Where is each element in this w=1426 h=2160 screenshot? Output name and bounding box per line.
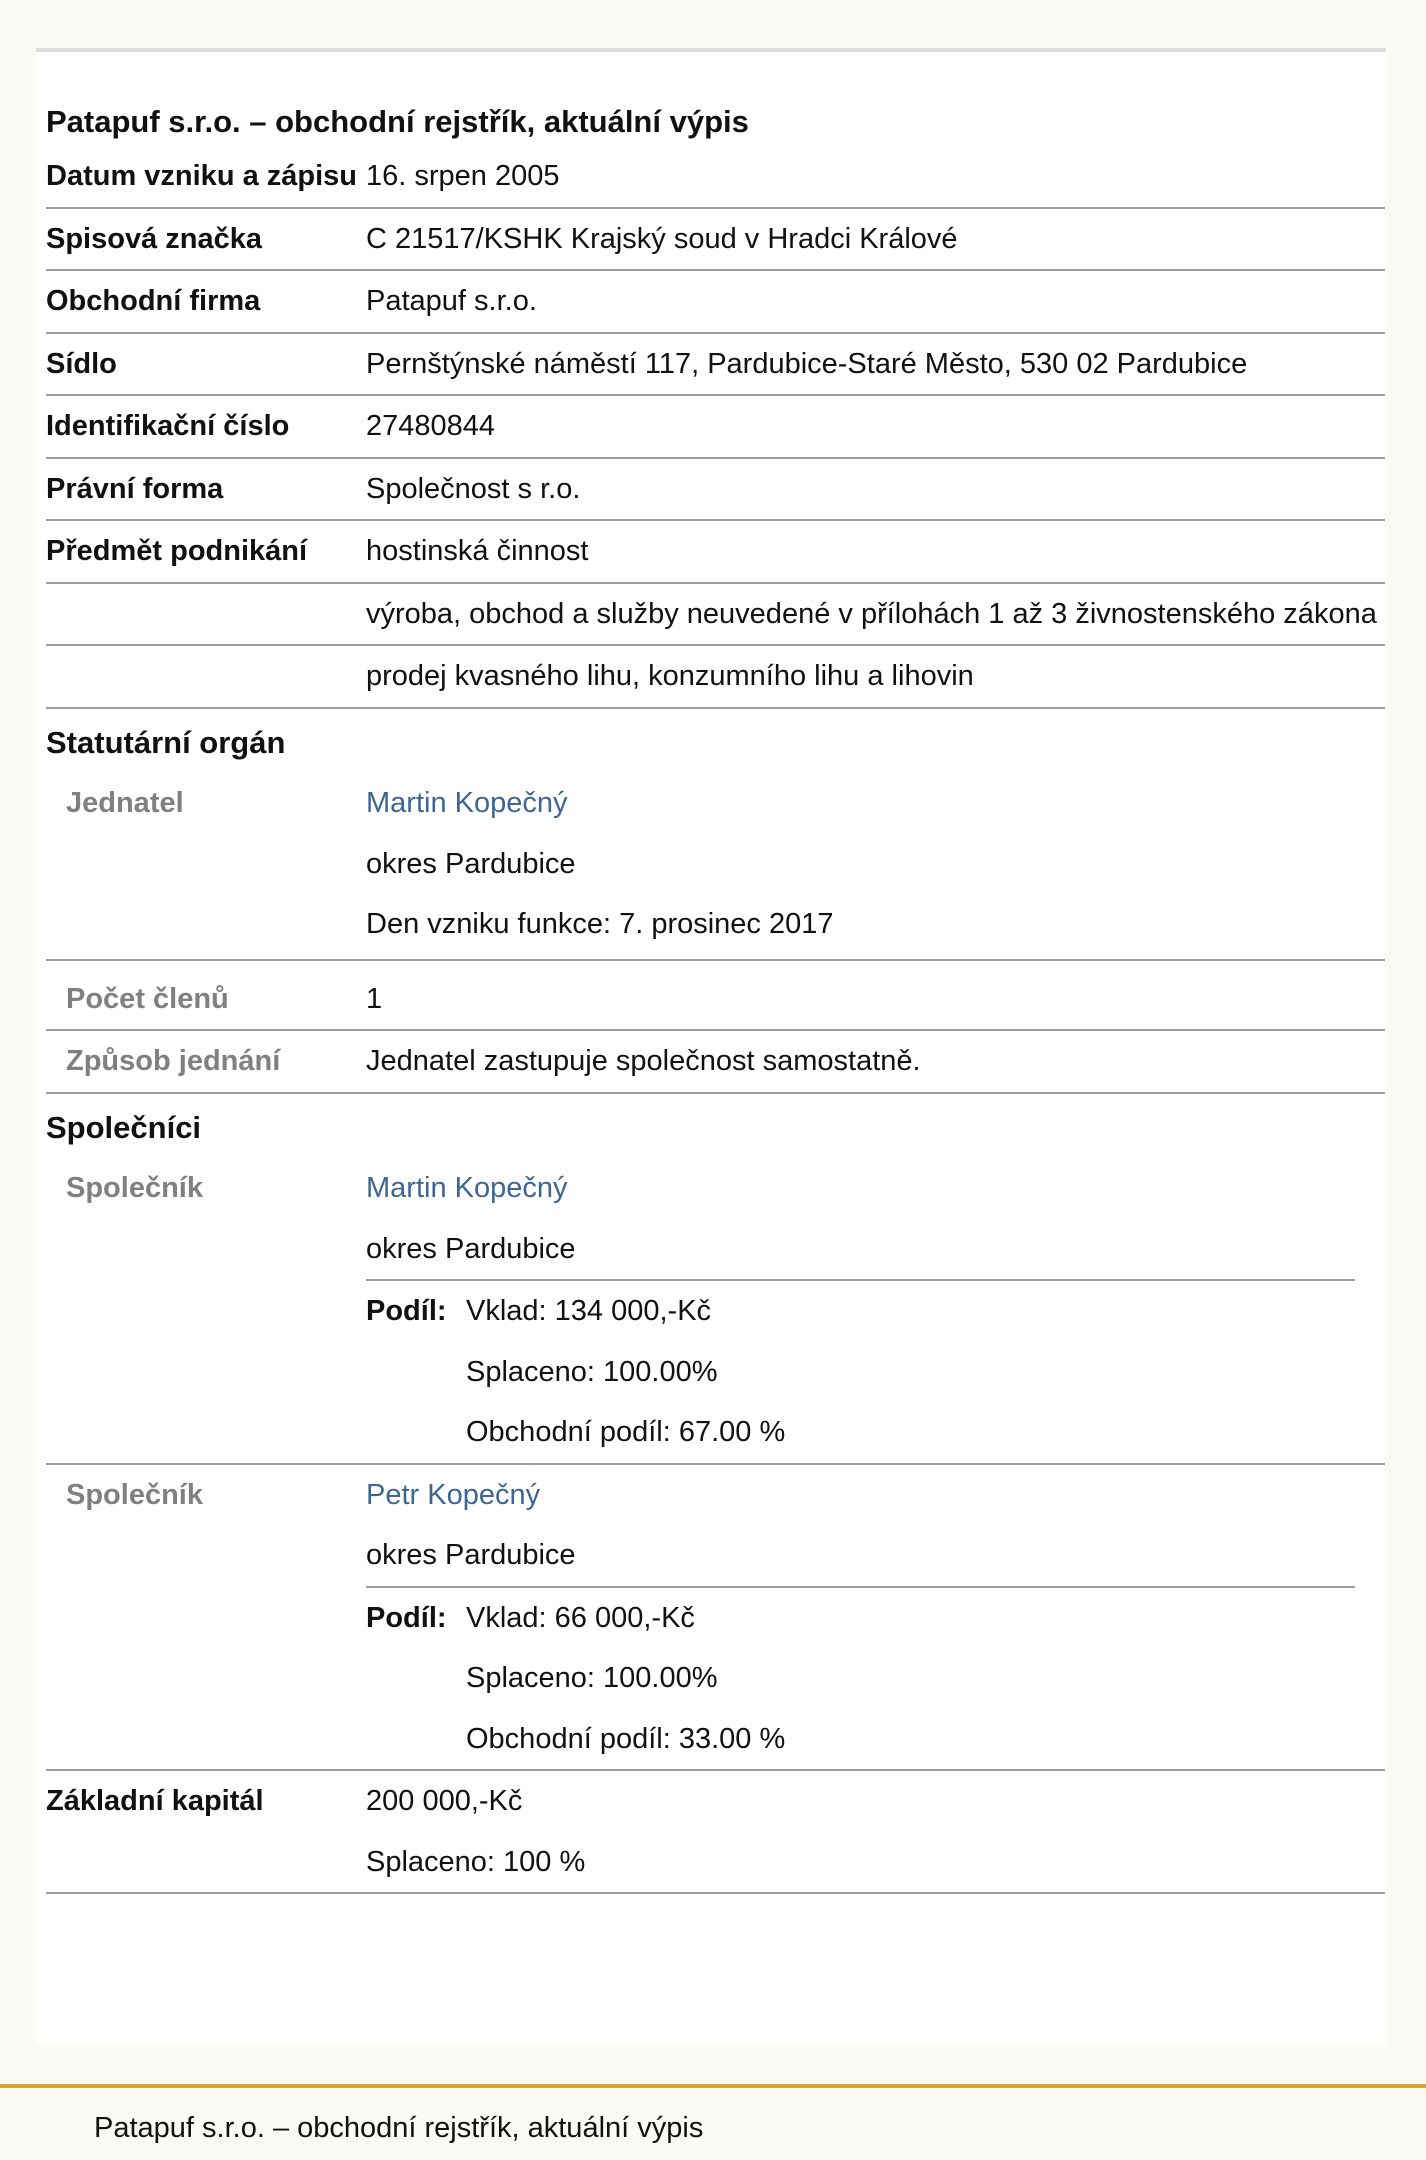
section-spolecnici: Společníci [46,1109,202,1145]
row-spisova-znacka [46,209,1385,272]
row-sidlo [46,334,1385,397]
register-content [46,52,1385,1894]
podil-obchodni: Obchodní podíl: 67.00 % [466,1416,786,1448]
podil-block [366,1279,1355,1463]
row-predmet-item [46,646,1385,709]
row-value: Společnost s r.o. [366,472,581,505]
row-label: Společník [66,1172,203,1204]
jednatel-okres: okres Pardubice [366,847,576,880]
row-value: 16. srpen 2005 [366,160,560,192]
row-value [366,1158,1385,1463]
spolecnik-name-link[interactable]: Martin Kopečný [366,1172,568,1204]
jednatel-name-link[interactable]: Martin Kopečný [366,787,568,819]
row-value: Pernštýnské náměstí 117, Pardubice-Staré Město, 530 02 Pardubice [366,347,1248,380]
row-datum-vzniku [46,146,1385,209]
row-pravni-forma [46,459,1385,522]
row-label-empty [46,584,366,645]
spolecnik-name-link[interactable]: Petr Kopečný [366,1478,541,1511]
podil-vklad: Vklad: 134 000,-Kč [466,1295,712,1327]
podil-block [366,1586,1355,1770]
podil-obchodni: Obchodní podíl: 33.00 % [466,1722,786,1755]
row-pocet-clenu [46,961,1385,1032]
row-identifikacni-cislo [46,396,1385,459]
page-footer [0,2084,1426,2160]
row-label: Způsob jednání [66,1045,281,1077]
page-title: Patapuf s.r.o. – obchodní rejstřík, aktuální výpis [46,104,749,139]
jednatel-funkce: Den vzniku funkce: 7. prosinec 2017 [366,908,834,940]
row-jednatel [46,773,1385,961]
row-value: 1 [366,982,383,1015]
row-zakladni-kapital [46,1771,1385,1894]
register-card [36,48,1386,2045]
row-value: C 21517/KSHK Krajský soud v Hradci Králové [366,222,958,255]
row-label: Počet členů [66,982,229,1015]
row-value: Jednatel zastupuje společnost samostatně. [366,1045,921,1077]
row-label: Společník [66,1478,203,1511]
row-value [366,1465,1385,1770]
row-label: Identifikační číslo [46,410,290,442]
row-value: hostinská činnost [366,535,589,567]
row-predmet-item [46,584,1385,647]
kapital-splaceno: Splaceno: 100 % [366,1845,586,1878]
podil-vklad: Vklad: 66 000,-Kč [466,1601,695,1634]
row-value: Patapuf s.r.o. [366,285,537,317]
podil-values [466,1588,1355,1770]
row-label: Základní kapitál [46,1785,264,1817]
row-zpusob-jednani [46,1031,1385,1094]
spolecnik-okres: okres Pardubice [366,1539,576,1571]
section-statutarni-organ: Statutární orgán [46,724,286,760]
row-value: výroba, obchod a služby neuvedené v přílohách 1 až 3 živnostenského zákona [366,597,1377,630]
row-label: Právní forma [46,472,224,505]
row-label: Sídlo [46,347,117,380]
row-label-empty [46,646,366,707]
podil-splaceno: Splaceno: 100.00% [466,1355,718,1388]
row-obchodni-firma [46,271,1385,334]
row-label: Předmět podnikání [46,535,308,567]
podil-values [466,1281,1355,1463]
kapital-value: 200 000,-Kč [366,1785,523,1817]
spolecnik-okres: okres Pardubice [366,1232,576,1265]
row-label: Jednatel [66,787,184,819]
row-label: Datum vzniku a zápisu [46,160,358,192]
footer-title: Patapuf s.r.o. – obchodní rejstřík, aktuální výpis [94,2112,704,2144]
podil-label: Podíl: [366,1295,447,1327]
row-predmet-podnikani [46,521,1385,584]
row-value [366,1771,1385,1892]
row-label: Spisová značka [46,222,262,255]
row-value: 27480844 [366,410,496,442]
podil-label: Podíl: [366,1601,447,1634]
row-spolecnik [46,1158,1385,1465]
row-value [366,773,1385,959]
row-value: prodej kvasného lihu, konzumního lihu a lihovin [366,660,974,692]
row-label: Obchodní firma [46,285,261,317]
row-spolecnik [46,1465,1385,1772]
podil-splaceno: Splaceno: 100.00% [466,1662,718,1694]
